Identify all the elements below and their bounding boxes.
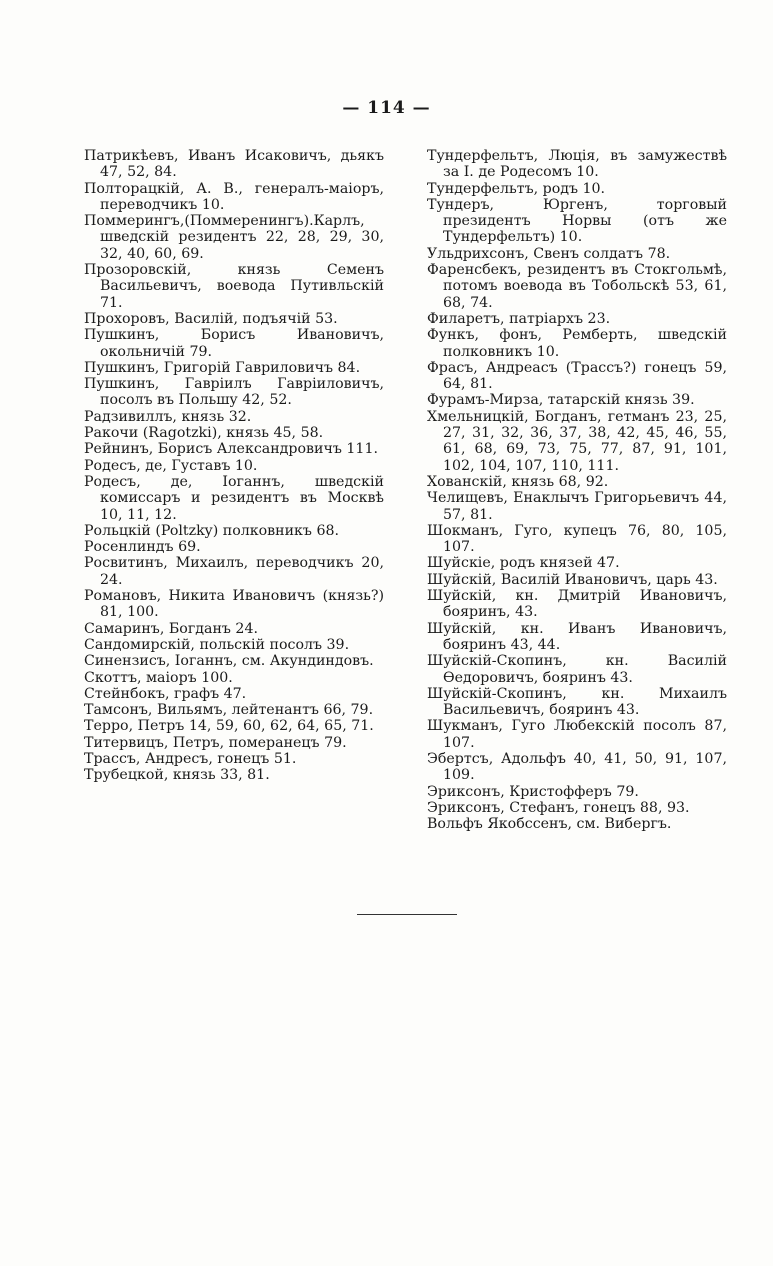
index-entry: Пушкинъ, Борисъ Ивановичъ, окольничій 79. <box>84 327 384 360</box>
index-entry: Шокманъ, Гуго, купецъ 76, 80, 105, 107. <box>427 522 727 556</box>
index-entry: Хмельницкій, Богданъ, гетманъ 23, 25, 27, 31, 32, 36, 37, 38, 42, 45, 46, 55, 61, 68, 69, 73, 75, 77, 87, 91, 101, 102, 104, 107, 110, 111. <box>427 408 727 474</box>
index-entry: Тундеръ, Юргенъ, торговый президентъ Норвы (отъ же Тундерфельтъ) 10. <box>427 196 727 246</box>
index-entry: Титервицъ, Петръ, померанецъ 79. <box>84 734 347 751</box>
index-entry: Росенлиндъ 69. <box>84 539 201 556</box>
index-entry: Сандомирскій, польскій посолъ 39. <box>84 636 350 653</box>
index-entry: Терро, Петръ 14, 59, 60, 62, 64, 65, 71. <box>84 718 374 735</box>
index-entry: Родесъ, де, Іоганнъ, шведскій комиссаръ и резидентъ въ Москвѣ 10, 11, 12. <box>84 473 384 523</box>
index-entry: Шуйскій, кн. Иванъ Ивановичъ, бояринъ 43, 44. <box>427 620 727 653</box>
index-entry: Рольцкій (Poltzky) полковникъ 68. <box>84 522 340 539</box>
index-entry: Фаренсбекъ, резидентъ въ Стокгольмѣ, потомъ воевода въ Тобольскѣ 53, 61, 68, 74. <box>427 262 727 311</box>
page-number: — 114 — <box>342 98 431 118</box>
index-entry: Тундерфельтъ, родъ 10. <box>427 180 606 197</box>
index-entry: Шукманъ, Гуго Любекскій посолъ 87, 107. <box>427 718 727 751</box>
index-entry: Функъ, фонъ, Ремберть, шведскій полковникъ 10. <box>427 327 727 360</box>
index-entry: Прохоровъ, Василій, подъячій 53. <box>84 310 338 327</box>
index-entry: Пушкинъ, Григорій Гавриловичъ 84. <box>84 359 361 376</box>
index-entry: Вольфъ Якобссенъ, см. Вибергъ. <box>427 816 672 833</box>
index-entry: Шуйскій, Василій Ивановичъ, царь 43. <box>427 571 718 588</box>
index-column-right <box>427 148 727 832</box>
index-entry: Романовъ, Никита Ивановичъ (князь?) 81, 100. <box>84 588 384 621</box>
index-entry: Трассъ, Андресъ, гонецъ 51. <box>84 750 297 767</box>
index-entry: Скоттъ, маіоръ 100. <box>84 669 233 686</box>
end-rule <box>357 914 457 915</box>
index-entry: Филаретъ, патріархъ 23. <box>427 310 611 327</box>
index-entry: Шуйскіе, родъ князей 47. <box>427 555 620 572</box>
index-entry: Ракочи (Ragotzki), князь 45, 58. <box>84 425 324 442</box>
index-entry: Поммерингъ,(Поммеренингъ).Карлъ, шведскій резидентъ 22, 28, 29, 30, 32, 40, 60, 69. <box>84 213 384 262</box>
index-entry: Самаринъ, Богданъ 24. <box>84 620 258 637</box>
index-entry: Эриксонъ, Стефанъ, гонецъ 88, 93. <box>427 799 690 816</box>
index-entry: Росвитинъ, Михаилъ, переводчикъ 20, 24. <box>84 555 384 588</box>
index-entry: Фрасъ, Андреасъ (Трассъ?) гонецъ 59, 64, 81. <box>427 359 727 393</box>
index-column-left <box>84 148 384 784</box>
index-entry: Фурамъ-Мирза, татарскій князь 39. <box>427 392 695 409</box>
index-entry: Хованскій, князь 68, 92. <box>427 473 609 490</box>
index-entry: Шуйскій-Скопинъ, кн. Михаилъ Васильевичъ, бояринъ 43. <box>427 685 727 719</box>
index-entry: Рейнинъ, Борисъ Александровичъ 111. <box>84 441 378 458</box>
index-entry: Радзивиллъ, князь 32. <box>84 408 252 425</box>
index-entry: Полторацкій, А. В., генералъ-маіоръ, переводчикъ 10. <box>84 180 384 213</box>
index-entry: Шуйскій, кн. Дмитрій Ивановичъ, бояринъ, 43. <box>427 588 727 621</box>
index-entry: Трубецкой, князь 33, 81. <box>84 767 270 784</box>
index-entry: Эбертсъ, Адольфъ 40, 41, 50, 91, 107, 109. <box>427 750 727 784</box>
index-entry: Пушкинъ, Гавріилъ Гавріиловичъ, посолъ въ Польшу 42, 52. <box>84 376 384 409</box>
index-entry: Стейнбокъ, графъ 47. <box>84 685 247 702</box>
index-entry: Патрикѣевъ, Иванъ Исаковичъ, дьякъ 47, 52, 84. <box>84 148 384 181</box>
index-entry: Тамсонъ, Вильямъ, лейтенантъ 66, 79. <box>84 702 374 719</box>
index-entry: Прозоровскій, князь Семенъ Васильевичъ, воевода Путивльскій 71. <box>84 262 384 311</box>
index-entry: Эриксонъ, Кристофферъ 79. <box>427 783 639 800</box>
index-entry: Ульдрихсонъ, Свенъ солдатъ 78. <box>427 245 671 262</box>
index-entry: Челищевъ, Енаклычъ Григорьевичъ 44, 57, 81. <box>427 490 727 523</box>
index-entry: Синензисъ, Іоганнъ, см. Акундиндовъ. <box>84 653 374 670</box>
index-entry: Шуйскій-Скопинъ, кн. Василій Ѳедоровичъ, бояринъ 43. <box>427 653 727 686</box>
index-entry: Тундерфельтъ, Люція, въ замужествѣ за І. де Родесомъ 10. <box>427 148 727 181</box>
index-entry: Родесъ, де, Густавъ 10. <box>84 457 258 474</box>
